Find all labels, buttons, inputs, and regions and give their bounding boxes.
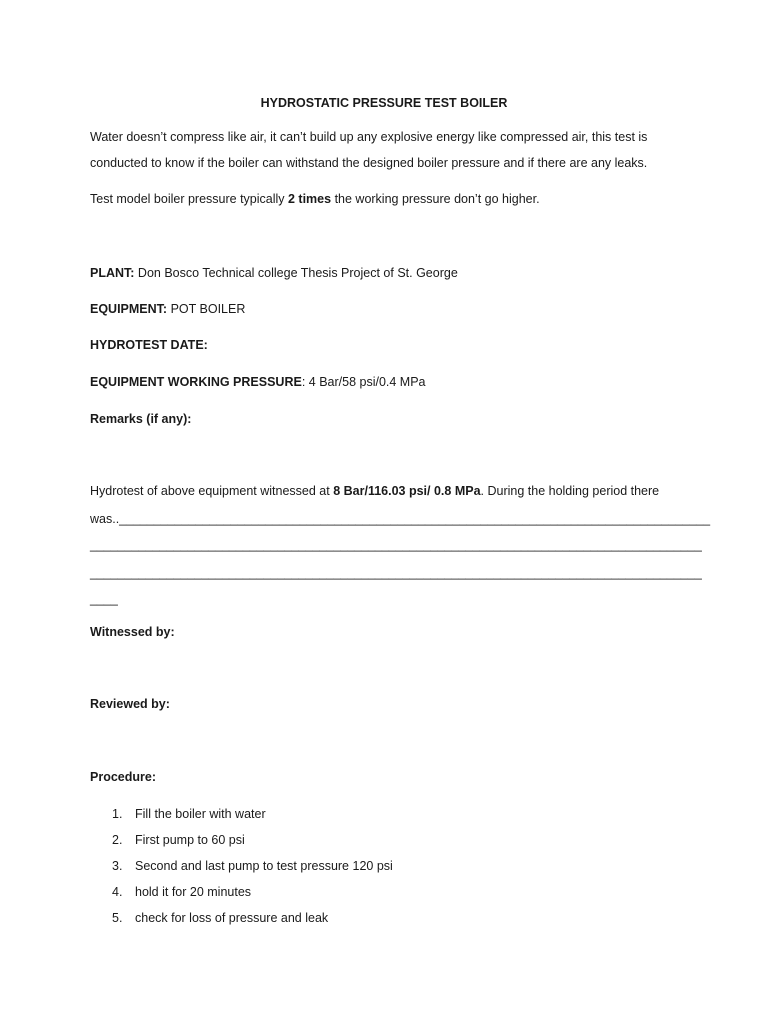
step-text: hold it for 20 minutes	[135, 885, 252, 899]
step-text: Fill the boiler with water	[135, 807, 266, 821]
working-pressure-value: : 4 Bar/58 psi/0.4 MPa	[301, 375, 426, 389]
plant-value: Don Bosco Technical college Thesis Project of St. George	[134, 266, 458, 280]
procedure-step	[90, 805, 393, 831]
witness-statement	[90, 484, 659, 498]
procedure-heading	[90, 770, 156, 784]
step-number: 3.	[112, 859, 123, 873]
document-title: HYDROSTATIC PRESSURE TEST BOILER	[260, 96, 508, 110]
procedure-step	[90, 883, 393, 909]
procedure-step	[90, 909, 393, 935]
procedure-heading-text: Procedure:	[90, 770, 156, 784]
blank-line-3: ________________________________________________________________________________________	[90, 566, 702, 580]
equipment-field	[90, 302, 245, 316]
hydrotest-date-label: HYDROTEST DATE:	[90, 338, 208, 352]
step-number: 4.	[112, 885, 123, 899]
equipment-label: EQUIPMENT:	[90, 302, 168, 316]
witnessed-by-text: Witnessed by:	[90, 625, 175, 639]
reviewed-by-text: Reviewed by:	[90, 697, 170, 711]
witnessed-by-label	[90, 625, 175, 639]
reviewed-by-label	[90, 697, 170, 711]
blank-line-2: ________________________________________________________________________________________	[90, 538, 702, 552]
plant-label: PLANT:	[90, 266, 135, 280]
witness-text-end: . During the holding period there	[480, 484, 660, 498]
step-text: Second and last pump to test pressure 120 psi	[135, 859, 393, 873]
step-number: 5.	[112, 911, 123, 925]
note-text: Test model boiler pressure typically	[90, 192, 288, 206]
procedure-steps	[90, 805, 393, 935]
step-text: check for loss of pressure and leak	[135, 911, 329, 925]
note-text-end: the working pressure don’t go higher.	[331, 192, 540, 206]
step-text: First pump to 60 psi	[135, 833, 245, 847]
procedure-step	[90, 831, 393, 857]
step-number: 1.	[112, 807, 123, 821]
plant-field	[90, 266, 458, 280]
blank-line-1: was.._____________________________________________________________________________________	[90, 512, 711, 526]
hydrotest-date-field	[90, 338, 208, 352]
working-pressure-field	[90, 375, 426, 389]
intro-line-1: Water doesn’t compress like air, it can’t build up any explosive energy like compressed air, this test is	[90, 130, 648, 144]
test-pressure-value: 8 Bar/116.03 psi/ 0.8 MPa	[333, 484, 481, 498]
step-number: 2.	[112, 833, 123, 847]
equipment-value: POT BOILER	[167, 302, 246, 316]
witness-text: Hydrotest of above equipment witnessed at	[90, 484, 334, 498]
test-pressure-note	[90, 192, 540, 206]
remarks-field	[90, 412, 191, 426]
blank-line-4: ____	[90, 592, 118, 606]
remarks-label: Remarks (if any):	[90, 412, 192, 426]
working-pressure-label: EQUIPMENT WORKING PRESSURE	[90, 375, 302, 389]
note-bold: 2 times	[288, 192, 332, 206]
intro-line-2: conducted to know if the boiler can withstand the designed boiler pressure and if there are any leaks.	[90, 156, 648, 170]
procedure-step	[90, 857, 393, 883]
